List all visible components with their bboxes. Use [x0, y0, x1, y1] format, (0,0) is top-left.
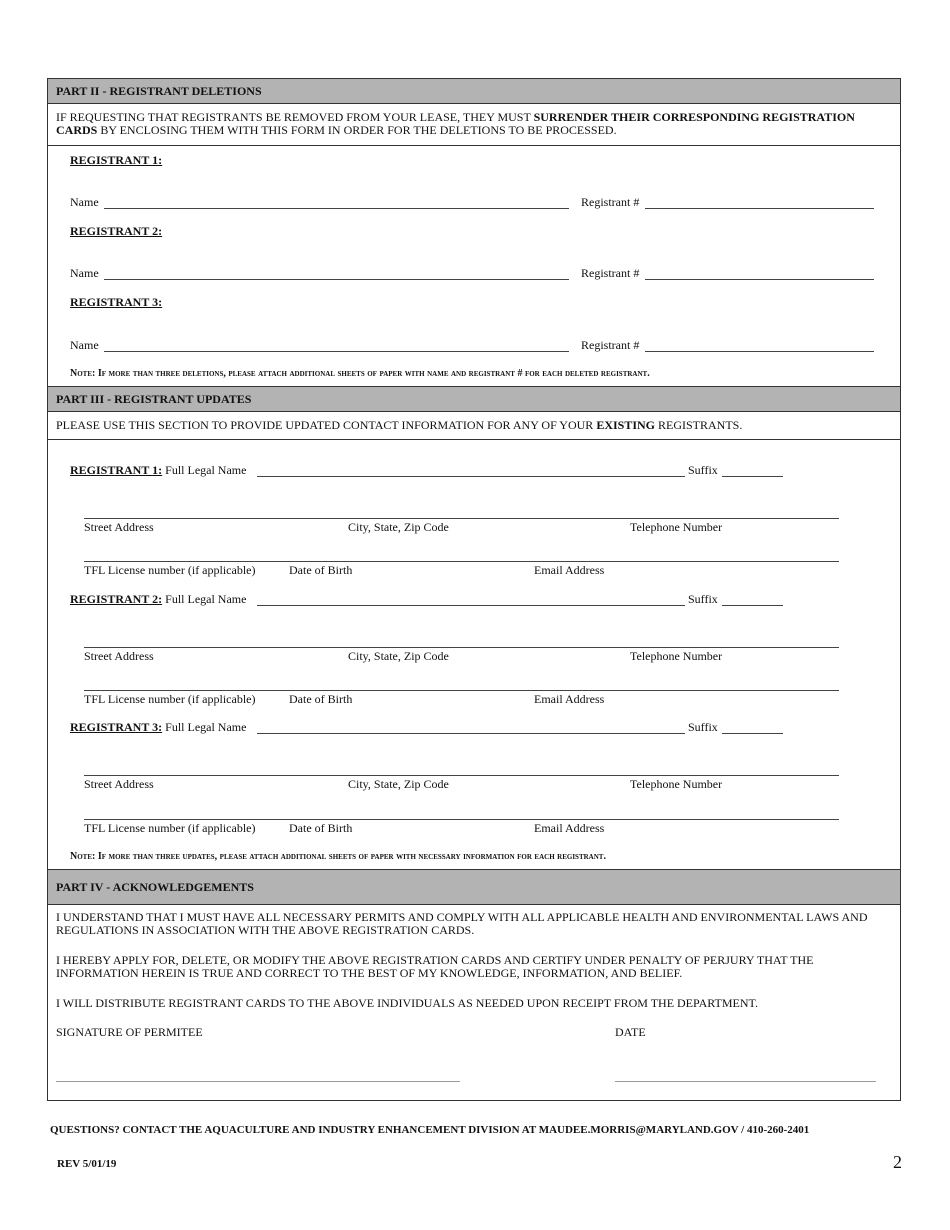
- acknowledgement-3: I WILL DISTRIBUTE REGISTRANT CARDS TO THE ABOVE INDIVIDUALS AS NEEDED UPON RECEIPT FROM THE DEPARTMENT.: [56, 996, 758, 1010]
- update-2-license-field[interactable]: [84, 690, 839, 691]
- part2-header: PART II - REGISTRANT DELETIONS: [48, 79, 900, 104]
- page-number: 2: [893, 1152, 902, 1172]
- deletion-1-name-field[interactable]: [104, 208, 569, 209]
- city-state-zip-label: City, State, Zip Code: [348, 777, 449, 791]
- update-note: Note: If more than three updates, please attach additional sheets of paper with necessary information for each registrant.: [70, 851, 606, 862]
- part4-header: PART IV - ACKNOWLEDGEMENTS: [48, 869, 900, 905]
- update-1-suffix-field[interactable]: [722, 476, 783, 477]
- street-address-label: Street Address: [84, 777, 154, 791]
- deletion-3-number-field[interactable]: [645, 351, 874, 352]
- suffix-label: Suffix: [688, 720, 718, 734]
- date-field[interactable]: [615, 1081, 876, 1082]
- suffix-label: Suffix: [688, 463, 718, 477]
- contact-footer: QUESTIONS? CONTACT THE AQUACULTURE AND INDUSTRY ENHANCEMENT DIVISION AT MAUDEE.MORRIS@MARYLAND.GOV / 410-260-2401: [50, 1124, 810, 1136]
- update-3-address-field[interactable]: [84, 775, 839, 776]
- telephone-label: Telephone Number: [630, 777, 723, 791]
- deletion-1-number-field[interactable]: [645, 208, 874, 209]
- email-label: Email Address: [534, 692, 605, 706]
- street-address-label: Street Address: [84, 520, 154, 534]
- deletion-note: Note: If more than three deletions, please attach additional sheets of paper with name and registrant # for each deleted registrant.: [70, 368, 650, 379]
- update-registrant-2-row: REGISTRANT 2: Full Legal Name: [70, 592, 247, 606]
- part3-header: PART III - REGISTRANT UPDATES: [48, 386, 900, 412]
- part3-intro: PLEASE USE THIS SECTION TO PROVIDE UPDATED CONTACT INFORMATION FOR ANY OF YOUR EXISTING REGISTRANTS.: [56, 418, 743, 432]
- deletion-name-label: Name: [70, 195, 99, 209]
- tfl-license-label: TFL License number (if applicable): [84, 563, 256, 577]
- telephone-label: Telephone Number: [630, 520, 723, 534]
- city-state-zip-label: City, State, Zip Code: [348, 649, 449, 663]
- divider: [48, 439, 900, 440]
- update-2-address-field[interactable]: [84, 647, 839, 648]
- tfl-license-label: TFL License number (if applicable): [84, 692, 256, 706]
- update-1-legal-name-field[interactable]: [257, 476, 685, 477]
- deletion-name-label: Name: [70, 266, 99, 280]
- update-3-legal-name-field[interactable]: [257, 733, 685, 734]
- date-label: DATE: [615, 1025, 646, 1039]
- deletion-registrant-1-title: REGISTRANT 1:: [70, 153, 163, 167]
- deletion-registrant-3-title: REGISTRANT 3:: [70, 295, 163, 309]
- registration-form: [47, 78, 901, 1101]
- update-1-address-field[interactable]: [84, 518, 839, 519]
- email-label: Email Address: [534, 821, 605, 835]
- date-of-birth-label: Date of Birth: [289, 563, 353, 577]
- divider: [48, 145, 900, 146]
- signature-field[interactable]: [56, 1081, 460, 1082]
- deletion-registrant-2-title: REGISTRANT 2:: [70, 224, 163, 238]
- street-address-label: Street Address: [84, 649, 154, 663]
- update-registrant-1-row: REGISTRANT 1: Full Legal Name: [70, 463, 247, 477]
- update-3-suffix-field[interactable]: [722, 733, 783, 734]
- update-1-license-field[interactable]: [84, 561, 839, 562]
- deletion-2-name-field[interactable]: [104, 279, 569, 280]
- update-3-license-field[interactable]: [84, 819, 839, 820]
- date-of-birth-label: Date of Birth: [289, 821, 353, 835]
- telephone-label: Telephone Number: [630, 649, 723, 663]
- update-2-suffix-field[interactable]: [722, 605, 783, 606]
- deletion-3-name-field[interactable]: [104, 351, 569, 352]
- signature-label: SIGNATURE OF PERMITEE: [56, 1025, 203, 1039]
- city-state-zip-label: City, State, Zip Code: [348, 520, 449, 534]
- date-of-birth-label: Date of Birth: [289, 692, 353, 706]
- deletion-registrant-number-label: Registrant #: [581, 338, 640, 352]
- update-registrant-3-row: REGISTRANT 3: Full Legal Name: [70, 720, 247, 734]
- tfl-license-label: TFL License number (if applicable): [84, 821, 256, 835]
- deletion-2-number-field[interactable]: [645, 279, 874, 280]
- deletion-name-label: Name: [70, 338, 99, 352]
- update-2-legal-name-field[interactable]: [257, 605, 685, 606]
- acknowledgement-2: I HEREBY APPLY FOR, DELETE, OR MODIFY THE ABOVE REGISTRATION CARDS AND CERTIFY UNDER PENALTY OF PERJURY THAT THE INFORMATION HEREIN IS TRUE AND CORRECT TO THE BEST OF MY KNOWLEDGE, INFORMATION, AND BELIEF.: [56, 953, 814, 980]
- part2-intro: IF REQUESTING THAT REGISTRANTS BE REMOVED FROM YOUR LEASE, THEY MUST SURRENDER THEIR CORRESPONDING REGISTRATION CARDS BY ENCLOSING THEM WITH THIS FORM IN ORDER FOR THE DELETIONS TO BE PROCESSED.: [56, 110, 855, 137]
- acknowledgement-1: I UNDERSTAND THAT I MUST HAVE ALL NECESSARY PERMITS AND COMPLY WITH ALL APPLICABLE HEALTH AND ENVIRONMENTAL LAWS AND REGULATIONS IN ASSOCIATION WITH THE ABOVE REGISTRATION CARDS.: [56, 910, 868, 937]
- suffix-label: Suffix: [688, 592, 718, 606]
- email-label: Email Address: [534, 563, 605, 577]
- deletion-registrant-number-label: Registrant #: [581, 266, 640, 280]
- revision-label: REV 5/01/19: [57, 1158, 117, 1170]
- deletion-registrant-number-label: Registrant #: [581, 195, 640, 209]
